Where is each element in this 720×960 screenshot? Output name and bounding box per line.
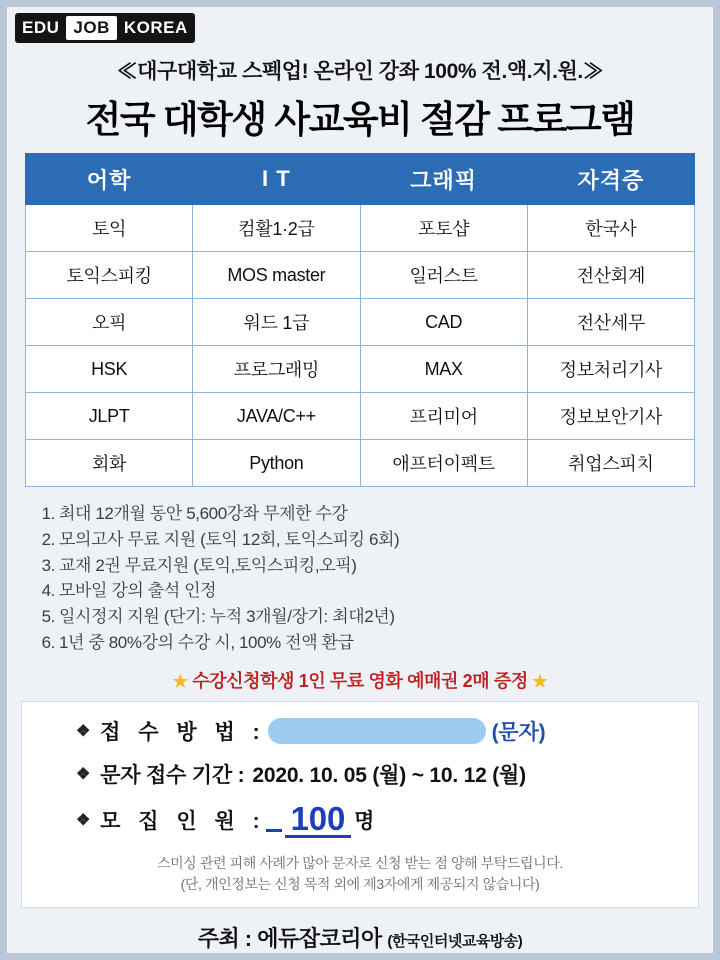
column-header-it: I T [193, 154, 360, 205]
table-cell: 회화 [26, 440, 193, 487]
table-row [26, 346, 695, 393]
table-cell: MAX [360, 346, 527, 393]
table-row [26, 440, 695, 487]
table-cell: 토익스피킹 [26, 252, 193, 299]
star-icon: ★ [172, 671, 188, 691]
redacted-phone-number [268, 718, 486, 744]
list-item [41, 578, 713, 604]
table-cell: 일러스트 [360, 252, 527, 299]
list-item [41, 527, 713, 553]
table-cell: MOS master [193, 252, 360, 299]
table-cell: JLPT [26, 393, 193, 440]
footer [7, 922, 713, 953]
table-cell: 한국사 [527, 205, 694, 252]
apply-count-unit: 명 [354, 809, 375, 833]
table-cell: 취업스피치 [527, 440, 694, 487]
poster-subtitle: ≪대구대학교 스펙업! 온라인 강좌 100% 전.액.지.원.≫ [116, 60, 604, 83]
list-item [41, 604, 713, 630]
table-cell: 토익 [26, 205, 193, 252]
diamond-bullet-icon: ❖ [76, 722, 91, 740]
list-item-label: 교재 2권 무료지원 (토익,토익스피킹,오픽) [59, 555, 357, 575]
table-cell: 애프터이펙트 [360, 440, 527, 487]
table-cell: HSK [26, 346, 193, 393]
logo-korea-text: KOREA [123, 18, 188, 37]
logo-edu-text: EDU [22, 18, 60, 37]
apply-period-row [22, 759, 698, 789]
notice-line-2: (단, 개인정보는 신청 목적 외에 제3자에게 제공되지 않습니다) [180, 875, 540, 892]
apply-period-value: 2020. 10. 05 (월) ~ 10. 12 (월) [252, 763, 526, 787]
table-cell: 프리미어 [360, 393, 527, 440]
apply-count-label: 모 집 인 원 : [100, 809, 266, 833]
table-cell: 프로그래밍 [193, 346, 360, 393]
table-row [26, 205, 695, 252]
notice-text [22, 851, 698, 895]
list-item-number: 1. [41, 504, 55, 523]
course-table [25, 153, 695, 487]
application-box [21, 701, 699, 908]
course-table-wrap [7, 153, 713, 487]
list-item-label: 모바일 강의 출석 인정 [59, 581, 217, 601]
table-row [26, 252, 695, 299]
list-item-number: 3. [41, 555, 55, 575]
column-header-certificate: 자격증 [527, 154, 694, 205]
table-cell: CAD [360, 299, 527, 346]
diamond-bullet-icon: ❖ [76, 811, 91, 829]
table-row [26, 393, 695, 440]
poster-title: 전국 대학생 사교육비 절감 프로그램 [85, 99, 635, 140]
diamond-bullet-icon: ❖ [76, 765, 91, 783]
list-item-number: 6. [41, 633, 55, 653]
list-item [41, 553, 713, 579]
column-header-graphic: 그래픽 [360, 154, 527, 205]
logo-job-text: JOB [66, 16, 116, 40]
list-item [41, 501, 713, 527]
table-cell: 워드 1급 [193, 299, 360, 346]
table-cell: Python [193, 440, 360, 487]
host-label: 주최 : 에듀잡코리아 [197, 925, 382, 951]
list-item-label: 모의고사 무료 지원 (토익 12회, 토익스피킹 6회) [59, 529, 400, 549]
table-cell: 오픽 [26, 299, 193, 346]
count-underline [266, 807, 282, 832]
gift-banner [7, 667, 713, 693]
star-icon: ★ [532, 671, 548, 691]
table-cell: 전산세무 [527, 299, 694, 346]
edujob-korea-logo [15, 13, 195, 43]
table-cell: JAVA/C++ [193, 393, 360, 440]
apply-method-suffix: (문자) [491, 720, 546, 744]
apply-method-label: 접 수 방 법 : [100, 720, 266, 744]
list-item-label: 최대 12개월 동안 5,600강좌 무제한 수강 [59, 504, 348, 523]
table-cell: 포토샵 [360, 205, 527, 252]
list-item [41, 630, 713, 656]
table-cell: 전산회계 [527, 252, 694, 299]
table-cell: 정보보안기사 [527, 393, 694, 440]
headline [7, 53, 713, 143]
apply-period-label: 문자 접수 기간 : [100, 763, 245, 787]
host-sublabel: (한국인터넷교육방송) [387, 932, 523, 950]
notice-line-1: 스미싱 관련 피해 사례가 많아 문자로 신청 받는 점 양해 부탁드립니다. [157, 854, 563, 871]
list-item-label: 일시정지 지원 (단기: 누적 3개월/장기: 최대2년) [59, 607, 395, 627]
table-row [26, 299, 695, 346]
table-header-row [26, 154, 695, 205]
table-cell: 정보처리기사 [527, 346, 694, 393]
apply-count-value: 100 [285, 802, 351, 838]
list-item-number: 4. [41, 581, 55, 601]
list-item-label: 1년 중 80%강의 수강 시, 100% 전액 환급 [59, 633, 354, 653]
logo-bar [7, 7, 713, 53]
gift-label: 수강신청학생 1인 무료 영화 예매권 2매 증정 [192, 670, 528, 691]
list-item-number: 2. [41, 529, 55, 549]
benefits-list [7, 501, 713, 656]
column-header-language: 어학 [26, 154, 193, 205]
list-item-number: 5. [41, 607, 55, 627]
table-cell: 컴활1·2급 [193, 205, 360, 252]
apply-count-row [22, 799, 698, 838]
apply-method-row [22, 716, 698, 746]
